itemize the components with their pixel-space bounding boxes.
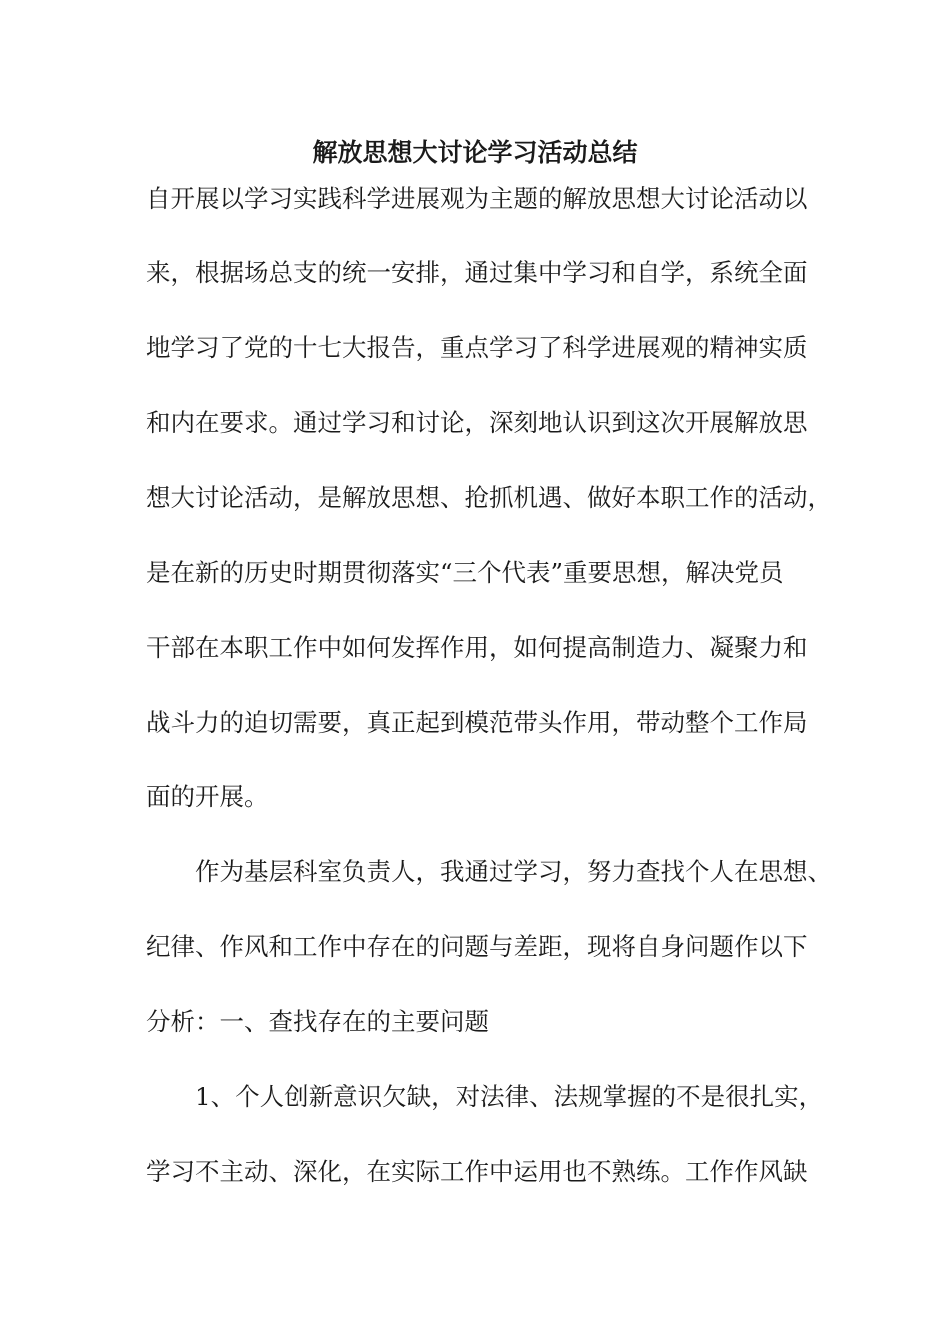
- paragraph-line: 和内在要求。通过学习和讨论，深刻地认识到这次开展解放思: [146, 408, 808, 437]
- paragraph-line: 1、个人创新意识欠缺，对法律、法规掌握的不是很扎实，: [146, 1082, 824, 1111]
- document-title: 解放思想大讨论学习活动总结: [312, 138, 638, 167]
- paragraph-line: 作为基层科室负责人，我通过学习，努力查找个人在思想、: [146, 857, 832, 886]
- paragraph-line: 纪律、作风和工作中存在的问题与差距，现将自身问题作以下: [146, 932, 808, 961]
- paragraph-line: 面的开展。: [146, 782, 269, 811]
- paragraph-line: 来，根据场总支的统一安排，通过集中学习和自学，系统全面: [146, 258, 808, 287]
- paragraph-line: 是在新的历史时期贯彻落实“三个代表”重要思想，解决党员: [146, 558, 784, 587]
- paragraph-line: 战斗力的迫切需要，真正起到模范带头作用，带动整个工作局: [146, 708, 808, 737]
- paragraph-line: 分析：一、查找存在的主要问题: [146, 1007, 489, 1036]
- paragraph-line: 想大讨论活动，是解放思想、抢抓机遇、做好本职工作的活动，: [146, 483, 832, 512]
- paragraph-line: 自开展以学习实践科学进展观为主题的解放思想大讨论活动以: [146, 184, 808, 213]
- paragraph-line: 学习不主动、深化，在实际工作中运用也不熟练。工作作风缺: [146, 1157, 808, 1186]
- paragraph-line: 地学习了党的十七大报告，重点学习了科学进展观的精神实质: [146, 333, 808, 362]
- paragraph-line: 干部在本职工作中如何发挥作用，如何提高制造力、凝聚力和: [146, 633, 808, 662]
